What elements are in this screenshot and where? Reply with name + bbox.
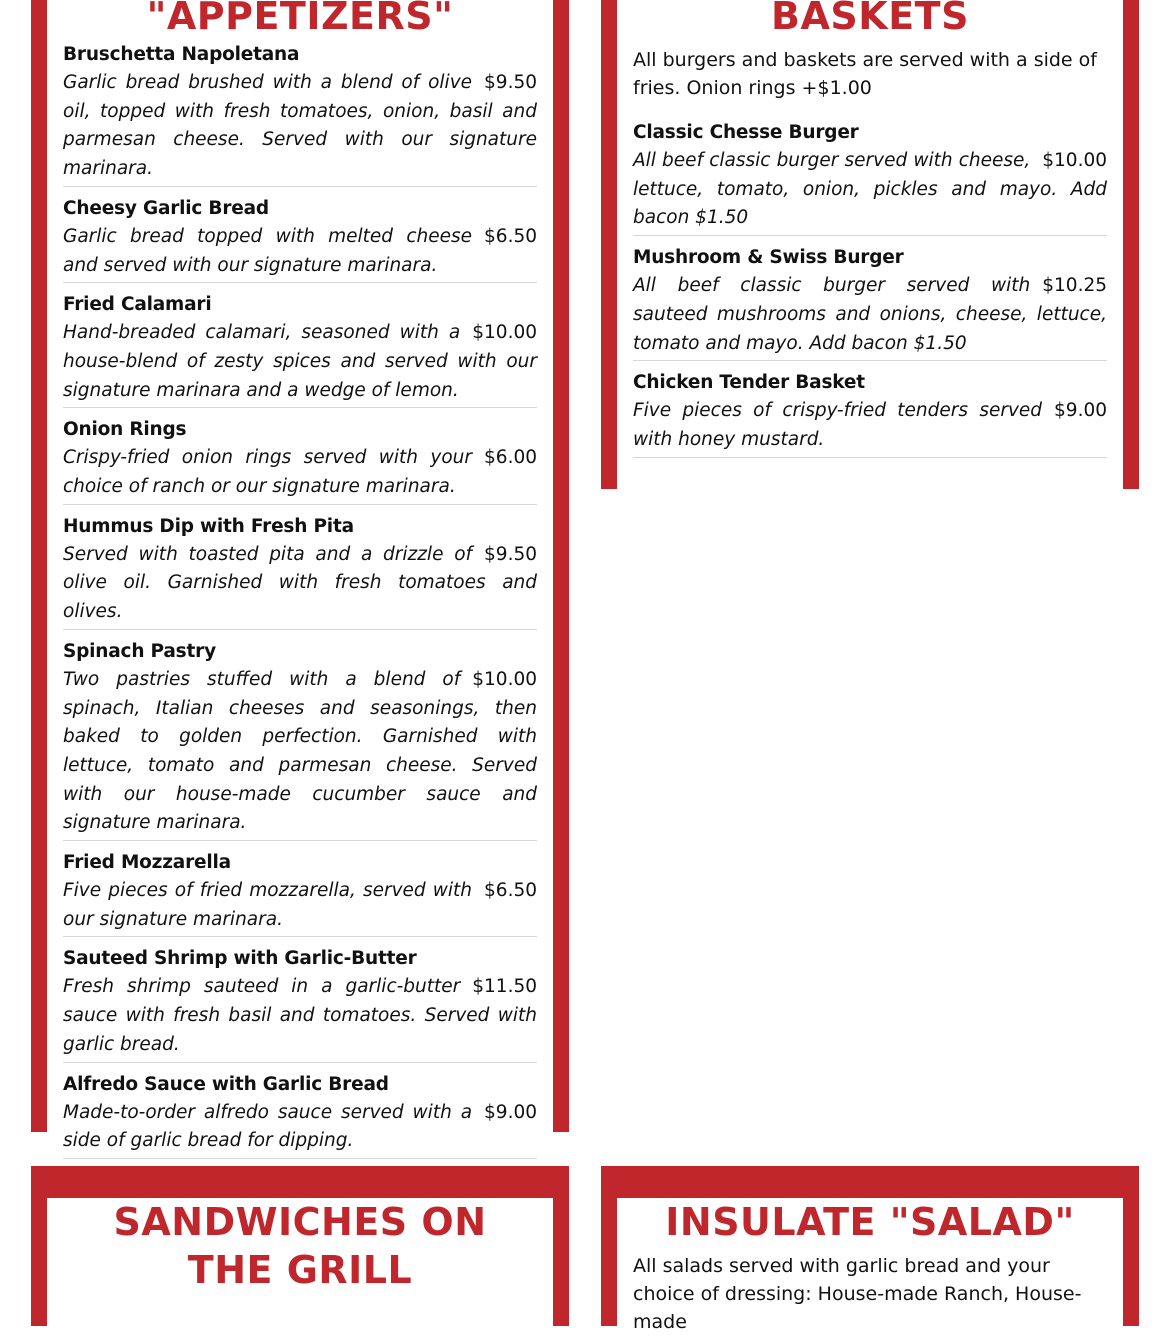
menu-item-name: Cheesy Garlic Bread: [63, 197, 269, 219]
menu-item: [633, 244, 1107, 361]
menu-item-name: Chicken Tender Basket: [633, 372, 865, 394]
menu-item-price: $6.50: [484, 880, 537, 902]
salad-section: [601, 1166, 1139, 1333]
menu-item: [63, 41, 537, 187]
menu-item: [63, 195, 537, 283]
menu-item-price: $10.00: [1042, 150, 1107, 171]
baskets-section: [601, 0, 1139, 489]
menu-item-price: $10.25: [1042, 275, 1107, 297]
sandwiches-section: [31, 1166, 569, 1326]
menu-item-description: All beef classic burger served with sauteed mushrooms and onions, cheese, lettuce, tomato and mayo. Add bacon $1.50: [633, 275, 1107, 354]
menu-item: [63, 849, 537, 937]
sandwiches-title: SANDWICHES ON THE GRILL: [113, 1200, 487, 1292]
menu-item: [63, 416, 537, 504]
menu-item: [63, 291, 537, 408]
menu-item-price: $6.50: [484, 225, 537, 247]
menu-item-name: Alfredo Sauce with Garlic Bread: [63, 1073, 389, 1095]
menu-item-price: $11.50: [472, 976, 537, 998]
menu-item: [633, 369, 1107, 457]
menu-item: [63, 638, 537, 841]
menu-item: [63, 1071, 537, 1159]
menu-item-price: $9.00: [484, 1101, 537, 1123]
menu-item-name: Onion Rings: [63, 419, 187, 441]
menu-item-description: Served with toasted pita and a drizzle of olive oil. Garnished with fresh tomatoes and olives.: [63, 543, 537, 623]
menu-item-price: $9.50: [484, 72, 537, 93]
salad-intro: All salads served with garlic bread and your choice of dressing: House-made Ranch, House-made: [633, 1255, 1082, 1333]
baskets-intro: All burgers and baskets are served with a side of fries. Onion rings +$1.00: [633, 49, 1097, 99]
menu-item-name: Bruschetta Napoletana: [63, 44, 300, 65]
menu-item-description: Fresh shrimp sauteed in a garlic-butter sauce with fresh basil and tomatoes. Served with garlic bread.: [63, 976, 537, 1055]
menu-item-name: Fried Mozzarella: [63, 852, 231, 874]
menu-item-price: $9.00: [1054, 400, 1107, 422]
salad-card: [617, 1198, 1123, 1342]
menu-item-description: All beef classic burger served with cheese, lettuce, tomato, onion, pickles and mayo. Add bacon $1.50: [633, 150, 1107, 229]
menu-item-description: Two pastries stuffed with a blend of spinach, Italian cheeses and seasonings, then baked to golden perfection. Garnished with lettuce, tomato and parmesan cheese. Served with our house-made cucumber sauce and signature marinara.: [63, 668, 537, 834]
menu-item-price: $10.00: [472, 668, 537, 690]
menu-item-description: Hand-breaded calamari, seasoned with a house-blend of zesty spices and served with our signature marinara and a wedge of lemon.: [63, 322, 537, 401]
salad-title: INSULATE "SALAD": [665, 1200, 1075, 1244]
sandwiches-card: [47, 1198, 553, 1342]
menu-item: [63, 513, 537, 630]
menu-item-name: Mushroom & Swiss Burger: [633, 247, 904, 269]
menu-item-name: Classic Chesse Burger: [633, 122, 859, 143]
appetizers-section: [31, 0, 569, 1152]
menu-item: [633, 119, 1107, 236]
baskets-list: [633, 119, 1107, 458]
menu-item-name: Sauteed Shrimp with Garlic-Butter: [63, 948, 417, 970]
menu-item-name: Hummus Dip with Fresh Pita: [63, 515, 354, 537]
menu-item-description: Five pieces of fried mozzarella, served with our signature marinara.: [63, 880, 473, 930]
menu-item-description: Five pieces of crispy-fried tenders served with honey mustard.: [633, 400, 1043, 450]
appetizers-card: [47, 0, 553, 1152]
menu-item: [63, 945, 537, 1062]
menu-item-description: Made-to-order alfredo sauce served with a side of garlic bread for dipping.: [63, 1101, 473, 1152]
menu-item-description: Garlic bread topped with melted cheese and served with our signature marinara.: [63, 225, 473, 276]
menu-item-name: Fried Calamari: [63, 294, 212, 316]
menu-item-price: $9.50: [484, 543, 537, 565]
appetizers-list: [63, 41, 537, 1159]
menu-item-name: Spinach Pastry: [63, 640, 216, 662]
baskets-title: BASKETS: [771, 0, 969, 38]
appetizers-title: "APPETIZERS": [146, 0, 454, 38]
menu-item-price: $6.00: [484, 447, 537, 469]
menu-item-description: Garlic bread brushed with a blend of olive oil, topped with fresh tomatoes, onion, basil and parmesan cheese. Served with our signature marinara.: [63, 72, 537, 180]
baskets-card: [617, 0, 1123, 489]
menu-item-description: Crispy-fried onion rings served with your choice of ranch or our signature marinara.: [63, 447, 473, 498]
menu-item-price: $10.00: [472, 322, 537, 344]
